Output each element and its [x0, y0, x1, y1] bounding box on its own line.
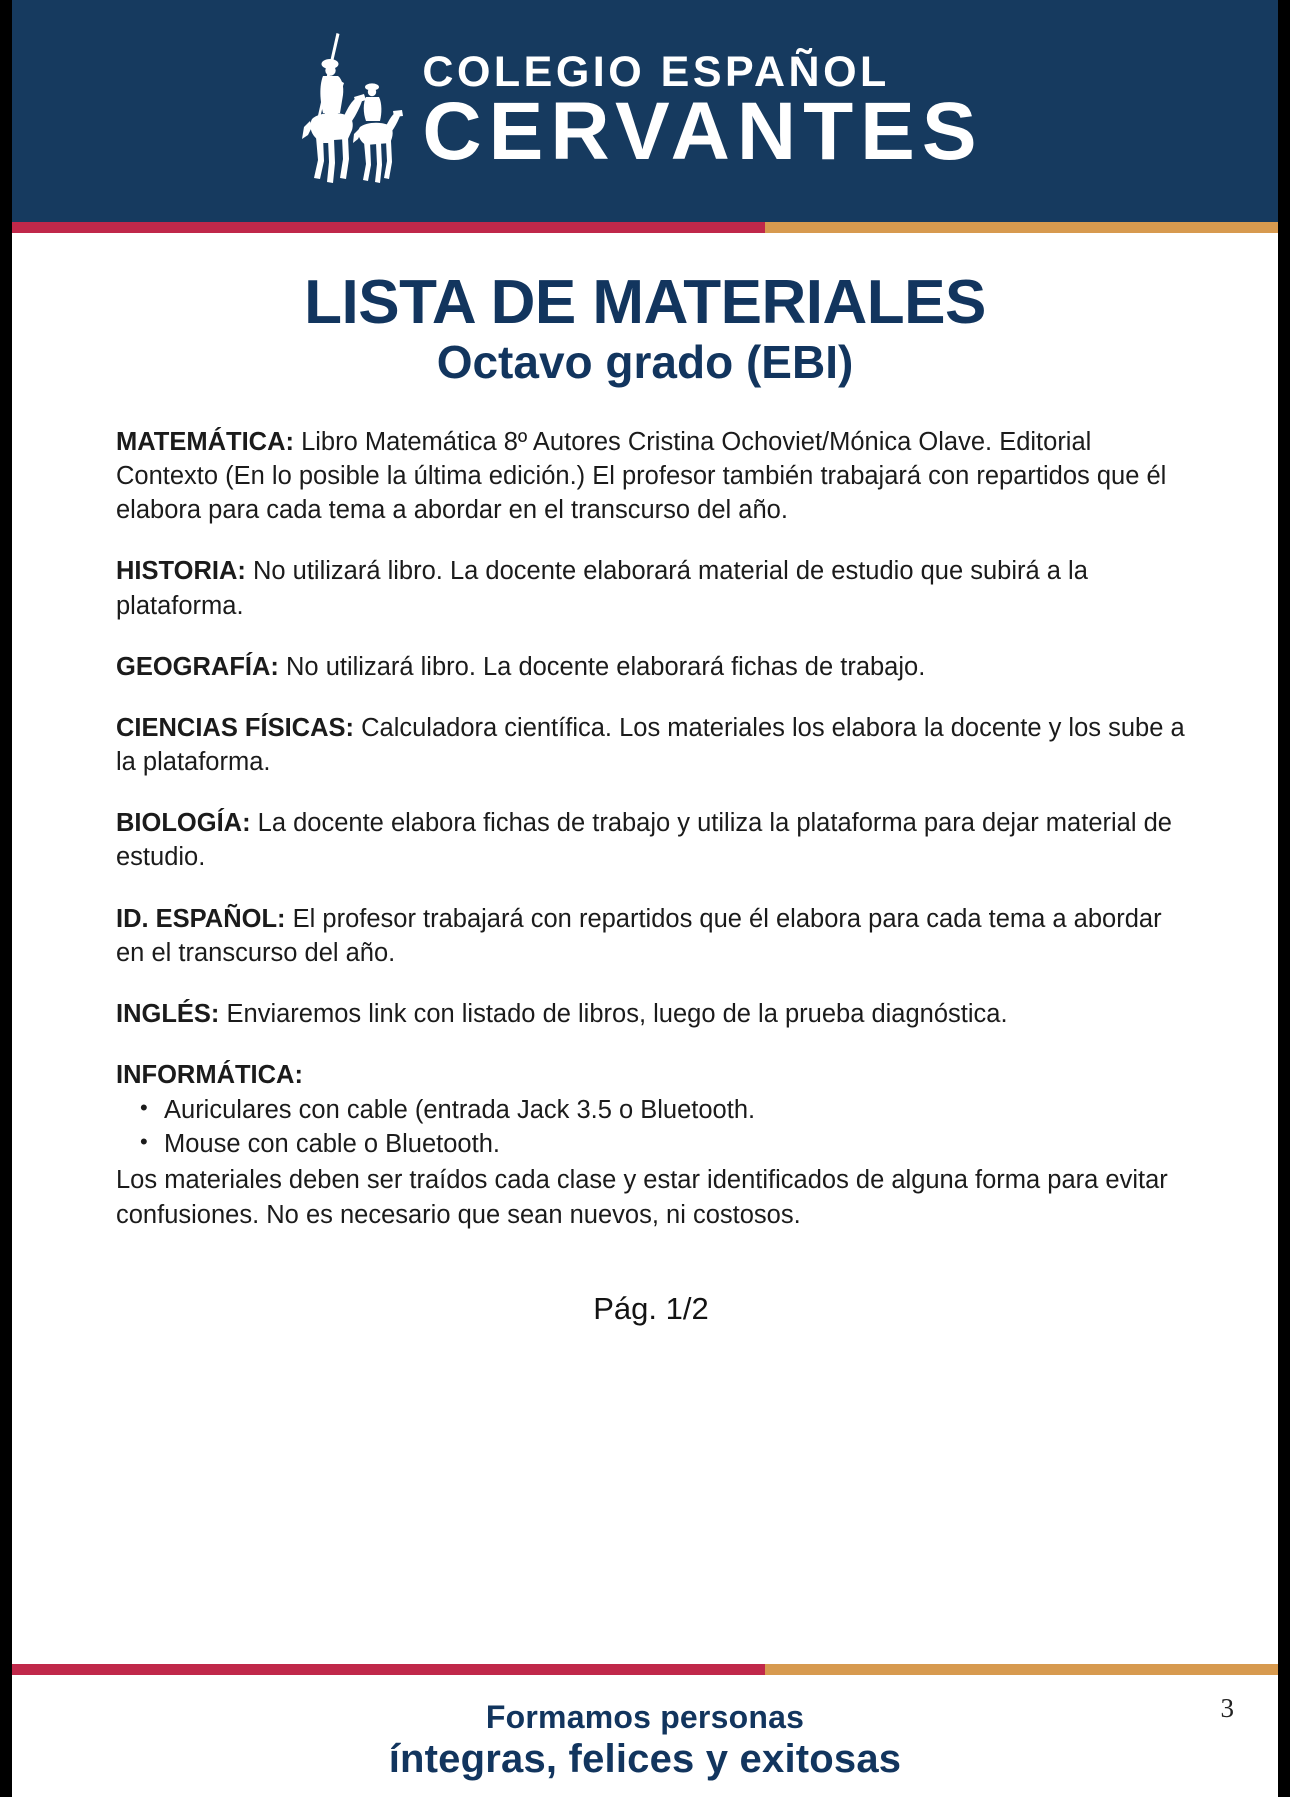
- wordmark-line-2: CERVANTES: [422, 86, 984, 178]
- don-quixote-sancho-silhouette-icon: [290, 31, 408, 191]
- subject-label: INGLÉS:: [116, 999, 220, 1028]
- subject-entry-matematica: [116, 425, 1186, 527]
- subject-entry-geografia: [116, 650, 1186, 684]
- materials-list-content: [12, 389, 1278, 1664]
- slide-number: 3: [1220, 1693, 1234, 1723]
- wordmark-line-1: COLEGIO ESPAÑOL: [422, 47, 890, 96]
- title-block: [12, 268, 1278, 389]
- subject-text: Calculadora científica. Los materiales los elabora la docente y los sube a la plataforma.: [116, 713, 1185, 777]
- subject-entry-informatica: [116, 1058, 1186, 1232]
- subject-text: La docente elabora fichas de trabajo y utiliza la plataforma para dejar material de estudio.: [116, 809, 1172, 872]
- subject-entry-biologia: [116, 806, 1186, 874]
- accent-segment-red: [12, 222, 765, 233]
- motto-line-2: íntegras, felices y exitosas: [388, 1737, 902, 1781]
- page-subtitle: Octavo grado (EBI): [436, 336, 854, 389]
- footer-accent-rule: [12, 1664, 1278, 1675]
- subject-label: INFORMÁTICA:: [116, 1061, 303, 1090]
- accent-segment-gold: [765, 1664, 1278, 1675]
- subject-entry-id-espanol: [116, 902, 1186, 970]
- school-wordmark: [422, 47, 984, 178]
- list-item: • Mouse con cable o Bluetooth.: [116, 1128, 1186, 1162]
- subject-text: No utilizará libro. La docente elaborará material de estudio que subirá a la plataforma.: [116, 557, 1088, 620]
- subject-label: MATEMÁTICA:: [116, 427, 294, 456]
- subject-text: Enviaremos link con listado de libros, luego de la prueba diagnóstica.: [219, 999, 1008, 1028]
- page-title: LISTA DE MATERIALES: [304, 268, 986, 337]
- list-item: • Auriculares con cable (entrada Jack 3.5 o Bluetooth.: [116, 1094, 1186, 1128]
- subject-label: CIENCIAS FÍSICAS:: [116, 713, 355, 742]
- subject-label: HISTORIA:: [116, 557, 246, 586]
- accent-segment-gold: [765, 222, 1278, 233]
- subject-label: BIOLOGÍA:: [116, 809, 251, 838]
- page-marker: Pág. 1/2: [593, 1290, 709, 1326]
- school-logo-lockup: [290, 31, 983, 191]
- subject-entry-historia: [116, 554, 1186, 622]
- subject-text: Libro Matemática 8º Autores Cristina Ochoviet/Mónica Olave. Editorial Contexto (En lo posible la última edición.) El profesor también trabajará con repartidos que él elabora para cada tema a abordar en el transcurso del año.: [116, 427, 1167, 525]
- subject-text: No utilizará libro. La docente elaborará fichas de trabajo.: [278, 652, 926, 681]
- subject-label: ID. ESPAÑOL:: [116, 904, 286, 933]
- document-header: [12, 0, 1278, 222]
- accent-segment-red: [12, 1664, 765, 1675]
- header-accent-rule: [12, 222, 1278, 233]
- informatica-bullet-list: [116, 1094, 1186, 1161]
- motto-line-1: Formamos personas: [485, 1699, 805, 1735]
- subject-label: GEOGRAFÍA:: [116, 652, 279, 681]
- school-motto: [12, 1675, 1278, 1779]
- materials-closing-note: Los materiales deben ser traídos cada clase y estar identificados de alguna forma para evitar confusiones. No es necesario que sean nuevos, ni costosos.: [116, 1166, 1168, 1229]
- subject-text: El profesor trabajará con repartidos que él elabora para cada tema a abordar en el transcurso del año.: [116, 904, 1162, 967]
- subject-entry-ingles: [116, 997, 1186, 1031]
- document-footer: [12, 1664, 1278, 1797]
- subject-entry-ciencias-fisicas: [116, 711, 1186, 779]
